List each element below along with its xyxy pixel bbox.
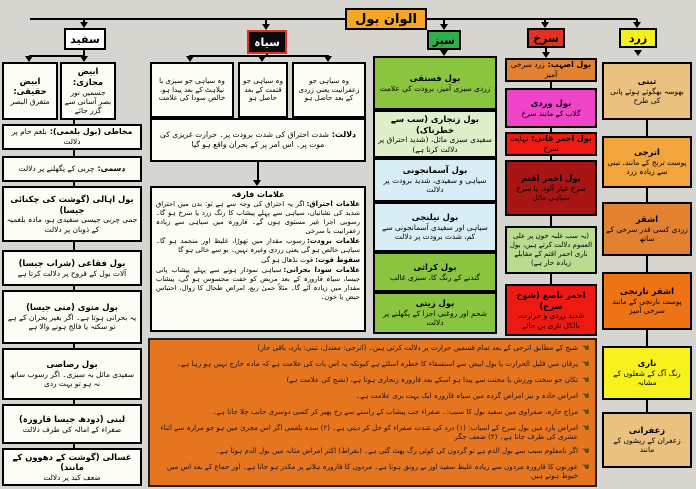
note-row bbox=[155, 408, 590, 418]
connector-line bbox=[550, 216, 552, 226]
box-bol-fuqai bbox=[2, 250, 142, 286]
box-siyah-type-2 bbox=[238, 62, 288, 118]
box-abyaz-haqiqi bbox=[2, 62, 58, 120]
box-bol-ashab bbox=[505, 58, 597, 82]
box-body: وہ سیاہی جو قتمت کے بعد حاصل ہو bbox=[243, 76, 283, 103]
note-row bbox=[155, 376, 590, 386]
box-body: نہایت سرخ bbox=[510, 134, 559, 154]
note-text: اگر نامعلوم سبب سے بول الدم ہے تو گردوں کی کوئی رگ پھٹ گئی ہے۔ (بقراط) اکثر امراض مثانہ میں بول الدم ہوتا ہے۔ bbox=[215, 446, 579, 456]
box-ahmar-nasia bbox=[505, 284, 597, 336]
box-title: بول احمر قانی: bbox=[531, 134, 592, 144]
box-title: بول رصاصی bbox=[46, 359, 98, 370]
box-bol-kurasi bbox=[373, 252, 497, 292]
section-body: رسوب مقدار میں تھوڑا، غلیظ اور منجمد ہو گا۔ سیاہی خالص ہو گی یعنی زردی وغیرہ نہیں۔ بو سے خالی ہو گا bbox=[156, 236, 360, 255]
box-body: شدید زردی و حرارت، بالکل ناری بن جائے bbox=[517, 311, 585, 330]
box-abyaz-majazi bbox=[60, 62, 116, 120]
column-header-siyah: سیاہ bbox=[247, 30, 287, 54]
connector-line bbox=[73, 242, 75, 250]
box-body: رنگ آگ کے شعلوں کے مشابہ bbox=[613, 368, 681, 388]
box-body: زردی سبزی آمیز، برودت کی علامت bbox=[379, 83, 491, 93]
box-title: بول زنجاری (سب سے خطرناک) bbox=[390, 113, 480, 135]
box-bol-zinjari bbox=[373, 110, 497, 158]
box-bol-nilanji bbox=[373, 202, 497, 252]
notes-panel bbox=[148, 338, 597, 487]
column-header-zard: زرد bbox=[619, 28, 657, 48]
connector-line bbox=[29, 55, 85, 57]
note-text: یرقان میں قلیل الحرارت یا بول ابیض سے استسقاء کا خطرہ اسلئے ہے کیونکہ یہ اس بات کی علامت ہے کہ مادہ خارج نہیں ہو رہا ہے۔ bbox=[176, 358, 579, 368]
box-body: جسمیں نور بصر آسانی سے گزر جائے bbox=[64, 87, 112, 116]
section-title: سقوط قوت: bbox=[315, 255, 360, 264]
box-ashqar-naranji bbox=[602, 272, 692, 330]
box-title: بول کراثی bbox=[413, 261, 457, 272]
box-ahmar-aqtam bbox=[505, 160, 597, 216]
note-row bbox=[155, 392, 590, 402]
box-body: شدت احتراق کی شدت برودت پر۔ حرارت غریزی کی موت پر۔ اس امر پر کے بحران واقع ہو گیا bbox=[159, 130, 329, 150]
box-bol-ahali bbox=[2, 186, 142, 242]
note-text: شیخ کے مطابق اترجی کے بعد تمام قسمیں حرارت پر دلالت کرتی ہیں۔ (اترجی: معتدل، تبنی: بارد، باقی حار) bbox=[257, 343, 579, 352]
box-title: اشقر نارنجی bbox=[619, 286, 675, 297]
box-title: اشقر bbox=[635, 214, 659, 225]
box-body: یہ بحرانی ہوتا ہے۔ اگر بغیر بحران کے ہے تو سکتہ یا فالج ہونے والا ہے bbox=[7, 312, 137, 332]
note-text: امراض حادہ و نیز امراض گردہ میں سیاہ قارورہ ایک بہت بری علامت ہے۔ bbox=[356, 390, 579, 400]
section-body: سیاہی نمودار ہونے سے پہلے پیشاب پانی جیسا، سیاہ قارورہ کے بعد مریض کو خفت محسوس ہو گی، پیشاب مقدار میں زیادہ آئے گا۔ مثلاً حمیٰ ربع، امراض طحال کا زوال، احتباس حیض یا خون۔ bbox=[156, 265, 360, 301]
box-title: لبنی (دودھ جیسا قارورہ) bbox=[18, 413, 126, 424]
box-ghusali bbox=[2, 448, 142, 486]
section-body: قوت نڈھال ہو گی bbox=[261, 255, 314, 264]
arrow-down-icon bbox=[634, 50, 642, 56]
connector-line bbox=[646, 188, 648, 202]
box-bol-fustuqi bbox=[373, 56, 497, 110]
connector-line bbox=[646, 330, 648, 346]
box-bol-zaiti bbox=[373, 292, 497, 334]
box-body: سرخ غبار آلود، یا سرخ سیاہی مائل bbox=[516, 183, 586, 203]
box-alamaat-fariqa bbox=[150, 186, 366, 332]
column-header-surkh: سرخ bbox=[527, 28, 565, 48]
box-body: بلغم خام پر دلالت bbox=[11, 127, 81, 147]
box-bol-wardi bbox=[505, 88, 597, 128]
box-title: غسالی (گوشت کے دھوون کے مانند) bbox=[12, 451, 132, 473]
pointing-hand-icon: ☚ bbox=[581, 422, 590, 434]
note-row bbox=[155, 424, 590, 442]
box-mukhati bbox=[2, 124, 142, 150]
box-body: وہ سیاہی جو سبزی یا نیلاہٹ کے بعد پیدا ہو، خالص سودا کی علامت bbox=[158, 76, 226, 103]
box-labani bbox=[2, 404, 142, 444]
pointing-hand-icon: ☚ bbox=[581, 343, 590, 354]
connector-line bbox=[646, 400, 648, 412]
box-title: ناری bbox=[637, 358, 657, 369]
box-siyah-type-1 bbox=[150, 62, 234, 118]
note-row bbox=[155, 447, 590, 457]
box-title: احمر ناصع (شوخ سرخ) bbox=[516, 289, 586, 311]
box-title: بول فستقی bbox=[409, 72, 461, 83]
box-title: بول اصہب: bbox=[547, 60, 592, 70]
box-body: سفیدی مائل بہ سبزی۔ اگر رسوب ساتھ نہ ہو تو بہت ردی bbox=[9, 369, 135, 389]
note-row bbox=[155, 463, 590, 481]
box-title: بول احمر اقتم bbox=[521, 173, 581, 184]
box-title: بول آسمانجونی bbox=[402, 165, 468, 176]
box-title: بول اہالی (گوشت کی چکنائی جیسا) bbox=[10, 193, 134, 215]
box-naari bbox=[602, 346, 692, 400]
note-row bbox=[155, 360, 590, 370]
page-title: الوان بول bbox=[345, 8, 427, 30]
box-title: علامات فارقہ bbox=[231, 190, 285, 199]
note-text: مزاج حارہ، صفراوی میں سفید بول کا سبب:۔ صفراء جب پیشاب کے راستے سے رخ پھیر کر کسی دوسری جانب چلا جاتا ہے۔ bbox=[212, 406, 579, 416]
box-zafrani bbox=[602, 412, 692, 468]
box-ahmar-qani bbox=[505, 132, 597, 156]
box-title: بول فقاعی (شراب جیسا) bbox=[18, 257, 126, 268]
box-bol-rasasi bbox=[2, 348, 142, 400]
box-body: بھوسہ بھگوئے ہوئے پانی کی طرح bbox=[610, 86, 684, 106]
pointing-hand-icon: ☚ bbox=[581, 462, 590, 474]
box-title: تبنی bbox=[637, 76, 657, 87]
box-title: اترجی bbox=[634, 147, 660, 158]
section-title: علامات سودا بحرانی: bbox=[283, 265, 361, 274]
section-body: اگر یہ احتراق کی وجہ سے ہے تو: بدن میں احتراق شدید کی نشانیاں، سیاہی سے پہلے پیشاب کا رنگ زرد یا سرخ ہو گا۔ رسوبی اجزا غیر مستوی ہوں گے۔ قارورہ میں سیاہی سے زیادہ زعفرانیت یا سرخی bbox=[156, 200, 360, 236]
pointing-hand-icon: ☚ bbox=[581, 390, 590, 402]
connector-line bbox=[646, 120, 648, 136]
pointing-hand-icon: ☚ bbox=[581, 406, 590, 418]
note-text: تکان جو سخت ورزش یا محنت سے پیدا ہو اسکے بعد قارورہ زنجاری ہوتا ہے، (نضج کی علامت ہے) bbox=[286, 374, 579, 384]
box-surkh-note bbox=[505, 226, 597, 274]
section-title: علامات برودت: bbox=[307, 236, 361, 245]
connector-line bbox=[646, 256, 648, 272]
box-body: پوست ترنج کے مانند، تبنی سے زیادہ زرد bbox=[607, 157, 687, 177]
box-body: زعفران کے ریشوں کے مانند bbox=[613, 435, 681, 455]
pointing-hand-icon: ☚ bbox=[581, 374, 590, 386]
box-title: دلالت: bbox=[331, 130, 357, 140]
column-header-sabz: سبز bbox=[427, 30, 461, 50]
box-body: شحم اور روغنی اجزا کے پگھلنے پر دلالت bbox=[383, 308, 487, 328]
box-body: چربی کے پگھلنے پر دلالت bbox=[18, 164, 95, 174]
connector-line bbox=[550, 274, 552, 284]
box-body: (یہ سب غلبہ خون پر علی العموم دلالت کرتے ہیں، بول ناری احمر اقتم کے مقابلے زیادہ حار ہے) bbox=[509, 232, 593, 267]
box-title: بول نیلنجی bbox=[411, 212, 459, 223]
box-bol-asmanjoni bbox=[373, 158, 497, 202]
box-body: سیاہی اور سفیدی آسمانجونی سے کم، شدت برودت پر دلالت bbox=[382, 222, 488, 242]
section-title: علامات احتراق: bbox=[306, 200, 360, 209]
box-body: ضعف کبد پر دلالت bbox=[43, 473, 101, 483]
note-text: عورتوں کا قارورہ مردوں سے زیادہ غلیظ سفید اور بے رونق ہوتا ہے۔ مردوں کا قارورہ ہلانے پر مکدر ہو جاتا ہے۔ اور جماع کے بعد اس میں خیوط ہوتے ہیں bbox=[166, 462, 579, 481]
box-body: سفیدی سبزی مائل، (شدید احتراق پر دلالت کرتا ہے) bbox=[378, 135, 492, 154]
box-dalalat bbox=[150, 118, 366, 162]
box-title: بول زیتی bbox=[415, 298, 455, 309]
box-body: زرد سرخی آمیز bbox=[510, 60, 558, 80]
note-row bbox=[155, 344, 590, 354]
pointing-hand-icon: ☚ bbox=[581, 358, 590, 370]
box-title: بول وردی bbox=[530, 97, 572, 108]
box-title: بول منوی (منی جیسا) bbox=[26, 302, 118, 313]
box-body: گلاب کے مانند سرخ bbox=[521, 108, 581, 118]
box-body: جمی چربی جیسی سفیدی ہو، مادہ بلغمیہ کے ذوبان پر دلالت bbox=[6, 215, 138, 234]
box-body: صفراء کے امالہ کی طرف دلالت bbox=[22, 424, 122, 434]
box-utruji bbox=[602, 136, 692, 188]
box-title: زعفرانی bbox=[628, 425, 666, 436]
box-body: گندنے کے رنگ کا، سبزی غالب bbox=[390, 272, 480, 282]
box-siyah-type-3 bbox=[292, 62, 366, 118]
box-title: مخاطی (بول بلغمی): bbox=[49, 127, 133, 137]
note-text: امراض بارد میں بول سرخ کے اسباب: (۱) درد کی شدت صفراء کو حل کر دیتی ہے۔ (۲) سدہ بلغمی اگر اس مجریٰ میں ہو جو مرارہ سے اثناء عشری کی طرف جاتا ہے۔ (۳) ضعف جگر bbox=[160, 422, 579, 441]
box-body: آلات بول کے قروح پر دلالت کرتا ہے bbox=[17, 268, 127, 278]
box-dasmi bbox=[2, 156, 142, 182]
column-header-safed: سفید bbox=[64, 28, 106, 50]
box-body: پوست نارنجی کے مانند سرخی آمیز bbox=[612, 296, 682, 316]
box-bol-manvi bbox=[2, 290, 142, 344]
box-title: ابیض مجازی: bbox=[72, 66, 104, 87]
pointing-hand-icon: ☚ bbox=[581, 446, 590, 458]
box-body: متفرق البصر bbox=[10, 97, 50, 107]
box-title: ابیض حقیقی: bbox=[13, 75, 47, 97]
box-body: زردی کسی قدر سرخی کے ساتھ bbox=[606, 224, 688, 244]
box-title: دسمی: bbox=[97, 164, 126, 174]
box-body: وہ سیاہی جو زعفرانیت یعنی زردی کے بعد حاصل ہو bbox=[298, 76, 360, 103]
box-body: سیاہی و سفیدی، شدید برودت پر دلالت bbox=[383, 175, 487, 195]
box-ashqar bbox=[602, 202, 692, 256]
connector-line bbox=[257, 162, 259, 181]
box-tibni bbox=[602, 62, 692, 120]
